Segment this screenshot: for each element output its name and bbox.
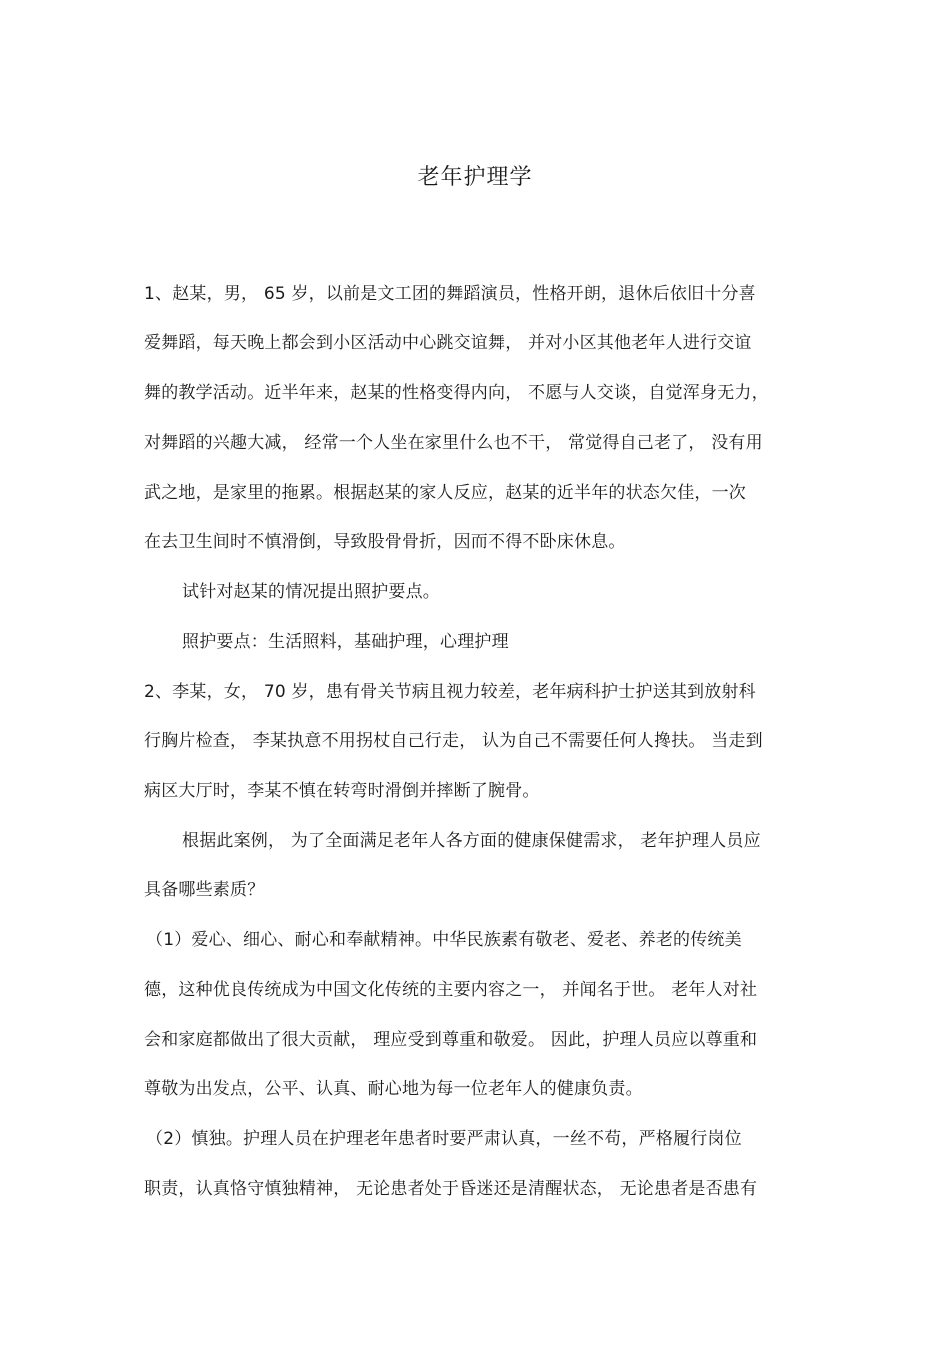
text-line: 德，这种优良传统成为中国文化传统的主要内容之一， 并闻名于世。 老年人对社 — [144, 980, 758, 1000]
text-line: 根据此案例， 为了全面满足老年人各方面的健康保健需求， 老年护理人员应 — [182, 831, 761, 851]
text-line: 会和家庭都做出了很大贡献， 理应受到尊重和敬爱。 因此，护理人员应以尊重和 — [144, 1030, 758, 1050]
text-line: 试针对赵某的情况提出照护要点。 — [182, 582, 440, 602]
text-line: （1）爱心、细心、耐心和奉献精神。中华民族素有敬老、爱老、养老的传统美 — [146, 930, 742, 950]
text-line: 职责，认真恪守慎独精神， 无论患者处于昏迷还是清醒状态， 无论患者是否患有 — [144, 1179, 758, 1199]
text-line: 1、赵某，男， 65 岁，以前是文工团的舞蹈演员，性格开朗，退休后依旧十分喜 — [144, 284, 756, 304]
text-line: 照护要点：生活照料，基础护理，心理护理 — [182, 632, 509, 652]
text-line: 爱舞蹈，每天晚上都会到小区活动中心跳交谊舞， 并对小区其他老年人进行交谊 — [144, 333, 752, 353]
text-line: 病区大厅时，李某不慎在转弯时滑倒并摔断了腕骨。 — [144, 781, 540, 801]
text-line: 舞的教学活动。近半年来，赵某的性格变得内向， 不愿与人交谈，自觉浑身无力， — [144, 383, 769, 403]
text-line: 对舞蹈的兴趣大减， 经常一个人坐在家里什么也不干， 常觉得自己老了， 没有用 — [144, 433, 763, 453]
text-line: 武之地，是家里的拖累。根据赵某的家人反应，赵某的近半年的状态欠佳，一次 — [144, 483, 746, 503]
text-line: 行胸片检查， 李某执意不用拐杖自己行走， 认为自己不需要任何人搀扶。 当走到 — [144, 731, 763, 751]
text-line: 在去卫生间时不慎滑倒，导致股骨骨折，因而不得不卧床休息。 — [144, 532, 626, 552]
text-line: 尊敬为出发点，公平、认真、耐心地为每一位老年人的健康负责。 — [144, 1079, 643, 1099]
document-title: 老年护理学 — [417, 165, 533, 190]
text-line: 具备哪些素质？ — [144, 880, 265, 900]
text-line: （2）慎独。护理人员在护理老年患者时要严肃认真，一丝不苟，严格履行岗位 — [146, 1129, 742, 1149]
text-line: 2、李某，女， 70 岁，患有骨关节病且视力较差，老年病科护士护送其到放射科 — [144, 682, 756, 702]
